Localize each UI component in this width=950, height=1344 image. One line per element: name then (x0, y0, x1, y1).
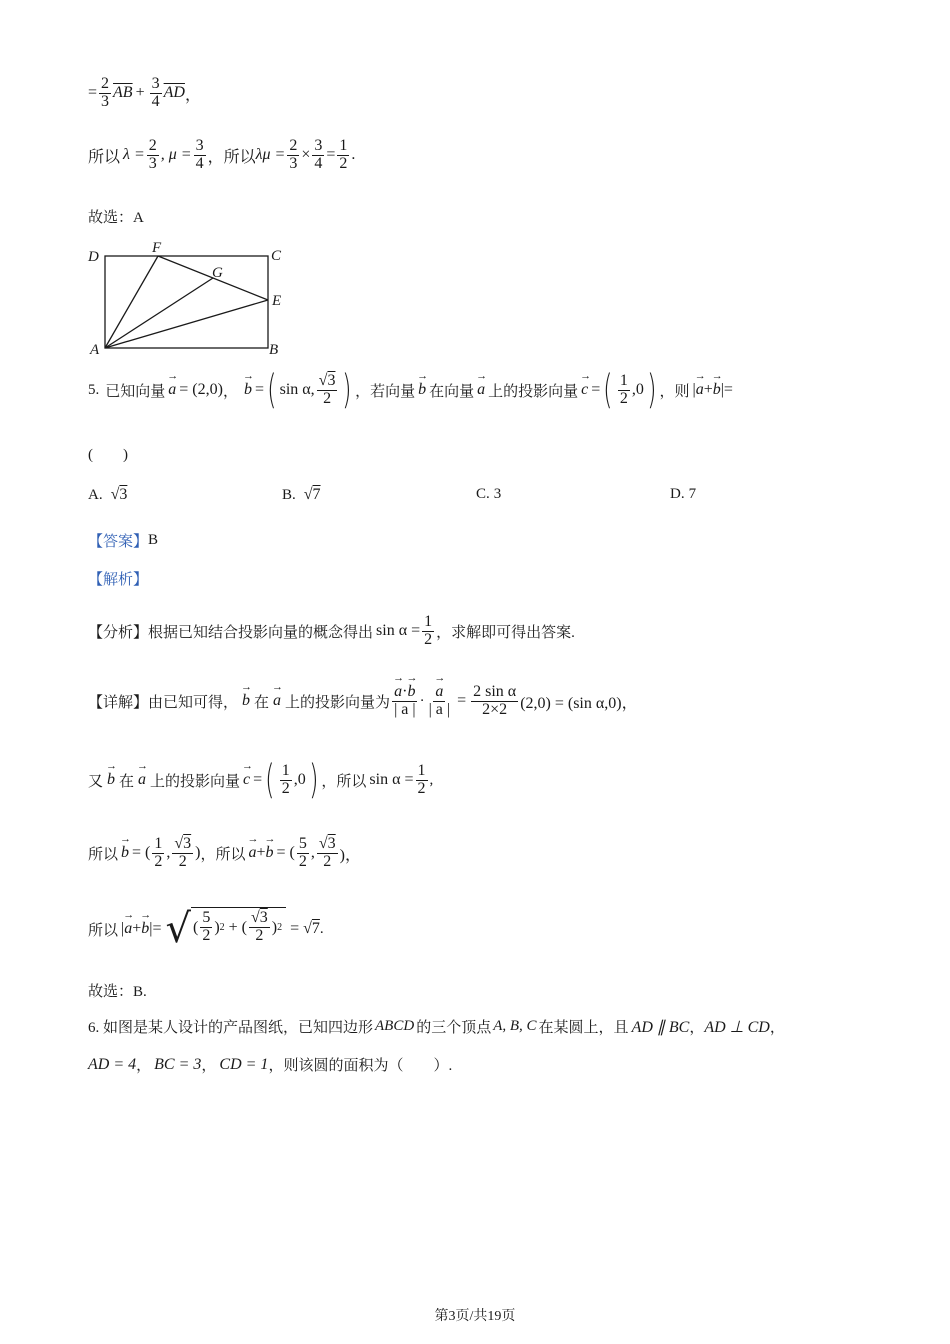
option-value: 7 (688, 486, 697, 502)
text: CD = 1 (219, 1055, 269, 1073)
answer-tag: 【答案】 (88, 534, 149, 550)
text: = (2,0) (179, 381, 223, 398)
text: ，则该圆的面积为（ ）. (268, 1058, 453, 1074)
vector-a: → a (138, 771, 146, 789)
text: ，所以 (321, 773, 367, 790)
vector-ad: $\overline{AD}$ (163, 84, 185, 102)
fenxi-line (88, 614, 575, 649)
fraction: $\frac{√3}{2}$ (174, 835, 192, 870)
text: ) (195, 844, 201, 862)
equals-sign: = (326, 146, 336, 164)
left-paren: ( (603, 367, 613, 413)
text: = (253, 771, 263, 788)
text: 根据已知结合投影向量的概念得出 (148, 624, 374, 641)
right-paren: ) (646, 367, 657, 413)
text: 在 (254, 694, 270, 711)
xiangjie-line (88, 684, 638, 719)
text: 已知向量 (105, 383, 166, 400)
fraction: $\frac{3}{4}$ (195, 137, 204, 172)
equals-sign: = (457, 692, 467, 710)
text: ,0 (293, 771, 306, 788)
label-a: A (90, 342, 100, 358)
fraction: $\frac{3}{4}$ (314, 137, 323, 172)
label-e: E (272, 293, 282, 309)
text: |= (720, 381, 733, 398)
fraction: $\frac{5}{2}$ (298, 835, 307, 870)
option-a[interactable] (88, 486, 127, 504)
plus-sign: + (135, 84, 145, 102)
vector-a: → a (477, 381, 485, 399)
text: 的三个顶点 (416, 1020, 492, 1036)
segment-ae (105, 300, 268, 348)
dot-sign: · (419, 692, 425, 709)
vector-b: → b (121, 844, 129, 862)
text: = ( (132, 844, 151, 862)
left-paren: ( (267, 367, 277, 413)
label-g: G (212, 265, 223, 281)
fraction: $\frac{1}{2}$ (281, 761, 290, 797)
text: 上的投影向量 (150, 773, 241, 790)
left-paren: ( (265, 757, 275, 803)
times-sign: × (301, 146, 311, 164)
label-c: C (271, 248, 282, 264)
rectangle-figure (85, 238, 295, 358)
option-label: B. (282, 486, 296, 503)
vector-b: → b (418, 381, 426, 399)
question-6-line-1 (88, 1016, 785, 1037)
suoyi-line-2: 所以 | → a + → b |= √ ( $\frac{5}{2}$ ) 2 + ( $\frac{√3}{2}$ ) 2 = √7 . (88, 906, 324, 952)
fraction: $\frac{1}{2}$ (339, 137, 348, 172)
answer-select-a: 故选：A (88, 210, 144, 226)
text: ，所以 (207, 148, 256, 166)
vector-b: → b (242, 692, 250, 710)
lambda-mu-line (88, 138, 355, 173)
vector-b: → b (244, 381, 252, 399)
answer-value: B (148, 532, 159, 548)
text: ，所以 (200, 846, 246, 863)
punctuation: ， (184, 86, 201, 104)
answer-line (88, 530, 158, 551)
lambda-mu: λμ = (255, 146, 286, 164)
sqrt-content: ( $\frac{5}{2}$ ) 2 + ( $\frac{√3}{2}$ ) 2 (191, 907, 286, 945)
option-label: D. (670, 486, 685, 502)
plus-sign: + (256, 844, 266, 862)
text: BC = 3 (154, 1055, 202, 1073)
punctuation: , (429, 771, 434, 788)
equals-sign: = (88, 84, 98, 102)
text: sin α = (369, 771, 414, 788)
text: )， (339, 846, 362, 864)
vector-a: → a (168, 381, 176, 399)
analysis-tag: 【解析】 (88, 572, 149, 588)
fraction: $\frac{\text{2 sin α}}{2\times 2}$ (473, 683, 517, 718)
text: 在向量 (429, 383, 475, 400)
vector-c: → c (243, 771, 250, 789)
text: sin α = (376, 622, 421, 640)
punctuation: . (351, 146, 356, 164)
mu: , μ = (160, 146, 192, 164)
sqrt-symbol: √7 (303, 486, 321, 503)
lambda: λ = (123, 146, 145, 164)
text: (2,0) = (sin α,0)， (520, 694, 638, 712)
vector-a: → a (124, 920, 132, 938)
fraction: $\frac{1}{2}$ (619, 371, 628, 407)
fraction: $\frac{2}{3}$ (148, 137, 157, 172)
text: 所以 (88, 922, 119, 939)
vector-b: → b (266, 844, 274, 862)
vector-b: → b (713, 381, 721, 399)
option-c[interactable] (476, 486, 501, 503)
text: ,0 (631, 381, 644, 398)
fraction: $\frac{1}{2}$ (417, 761, 426, 797)
fraction: $\frac{√3}{2}$ (318, 835, 336, 870)
text: A, B, C (493, 1018, 537, 1034)
fraction: → $\frac{a}{| a |}$ (427, 684, 453, 719)
fenxi-tag: 【分析】 (88, 624, 149, 641)
equals-sign: = (290, 920, 300, 937)
fraction: $\frac{2}{3}$ (101, 75, 110, 110)
text: 又 (88, 773, 104, 790)
plus-sign: + (703, 381, 713, 398)
text: |= (149, 920, 162, 937)
text: = ( (276, 844, 295, 862)
text: AD = 4 (88, 1055, 137, 1073)
vector-b: → b (107, 771, 115, 789)
option-value: 3 (493, 486, 502, 502)
rectangle-abcd (105, 256, 268, 348)
punctuation: ， (689, 1020, 705, 1036)
label-b: B (269, 342, 279, 358)
page-footer: 第3页/共19页 (434, 1309, 516, 1324)
right-paren: ) (308, 757, 319, 803)
question-6-line-2: AD = 4 ， BC = 3 ， CD = 1 ，则该圆的面积为（ ）. (88, 1055, 453, 1074)
vector-expression-line (88, 76, 201, 111)
text: ，若向量 (355, 383, 416, 400)
text: 所以 (88, 846, 119, 863)
text: = (254, 381, 264, 398)
vector-b: → b (141, 920, 149, 938)
text: = (591, 381, 601, 398)
you-line (88, 757, 434, 803)
punctuation: ， (769, 1020, 785, 1036)
question-5 (88, 367, 733, 413)
sqrt-symbol: √ (165, 906, 191, 952)
label-f: F (152, 240, 162, 256)
fraction: $\frac{3}{4}$ (151, 75, 160, 110)
right-paren: ) (342, 367, 352, 413)
option-b[interactable] (282, 486, 321, 504)
analysis-line (88, 568, 148, 589)
fraction: $\frac{1}{2}$ (424, 613, 433, 648)
text: sin α, (279, 381, 315, 398)
vector-a: → a (273, 692, 281, 710)
punctuation: ， (222, 383, 238, 400)
sqrt-symbol: √3 (110, 486, 128, 503)
fraction: $\frac{√3}{2}$ (318, 371, 336, 407)
option-d[interactable] (670, 486, 696, 503)
text: 6. 如图是某人设计的产品图纸，已知四边形 (88, 1020, 374, 1036)
text: AD ⊥ CD (704, 1018, 770, 1036)
punctuation: . (319, 920, 324, 937)
question-number: 5. (88, 381, 100, 398)
suoyi-line-1: 所以 → b = ( $\frac{1}{2}$ , $\frac{√3}{2}$ ) ，所以 → a + → b = ( $\frac{5}{2}$ , $\frac{√3}{2}$ )， (88, 836, 361, 871)
abs-bar: | (692, 381, 696, 398)
text: ABCD (375, 1018, 415, 1034)
xiangjie-tag: 【详解】 (88, 694, 149, 711)
fraction: $\frac{2}{3}$ (289, 137, 298, 172)
text: 所以 (88, 148, 121, 166)
vector-a: → a (249, 844, 257, 862)
answer-select-b: 故选：B. (88, 984, 147, 1000)
segment-ag (105, 278, 213, 348)
option-label: A. (88, 486, 103, 503)
text: ，求解即可得出答案. (436, 624, 575, 641)
vector-c: → c (581, 381, 588, 399)
text: 由已知可得， (148, 694, 239, 711)
vector-ab: $\overline{AB}$ (113, 84, 133, 102)
fraction: $\frac{1}{2}$ (154, 835, 163, 870)
sqrt-symbol: √7 (303, 920, 320, 937)
text: 上的投影向量为 (285, 694, 391, 711)
text: 上的投影向量 (488, 383, 579, 400)
text: ，则 (659, 383, 690, 400)
text: 在某圆上，且 (538, 1020, 629, 1036)
answer-paren: ( ) (88, 447, 128, 463)
vector-a: → a (696, 381, 704, 399)
label-d: D (88, 249, 99, 265)
text: 在 (119, 773, 135, 790)
text: AD ∥ BC (631, 1018, 690, 1036)
option-label: C. (476, 486, 490, 502)
fraction: → $\frac{a\cdot\to b}{| a |}$ (392, 684, 418, 719)
